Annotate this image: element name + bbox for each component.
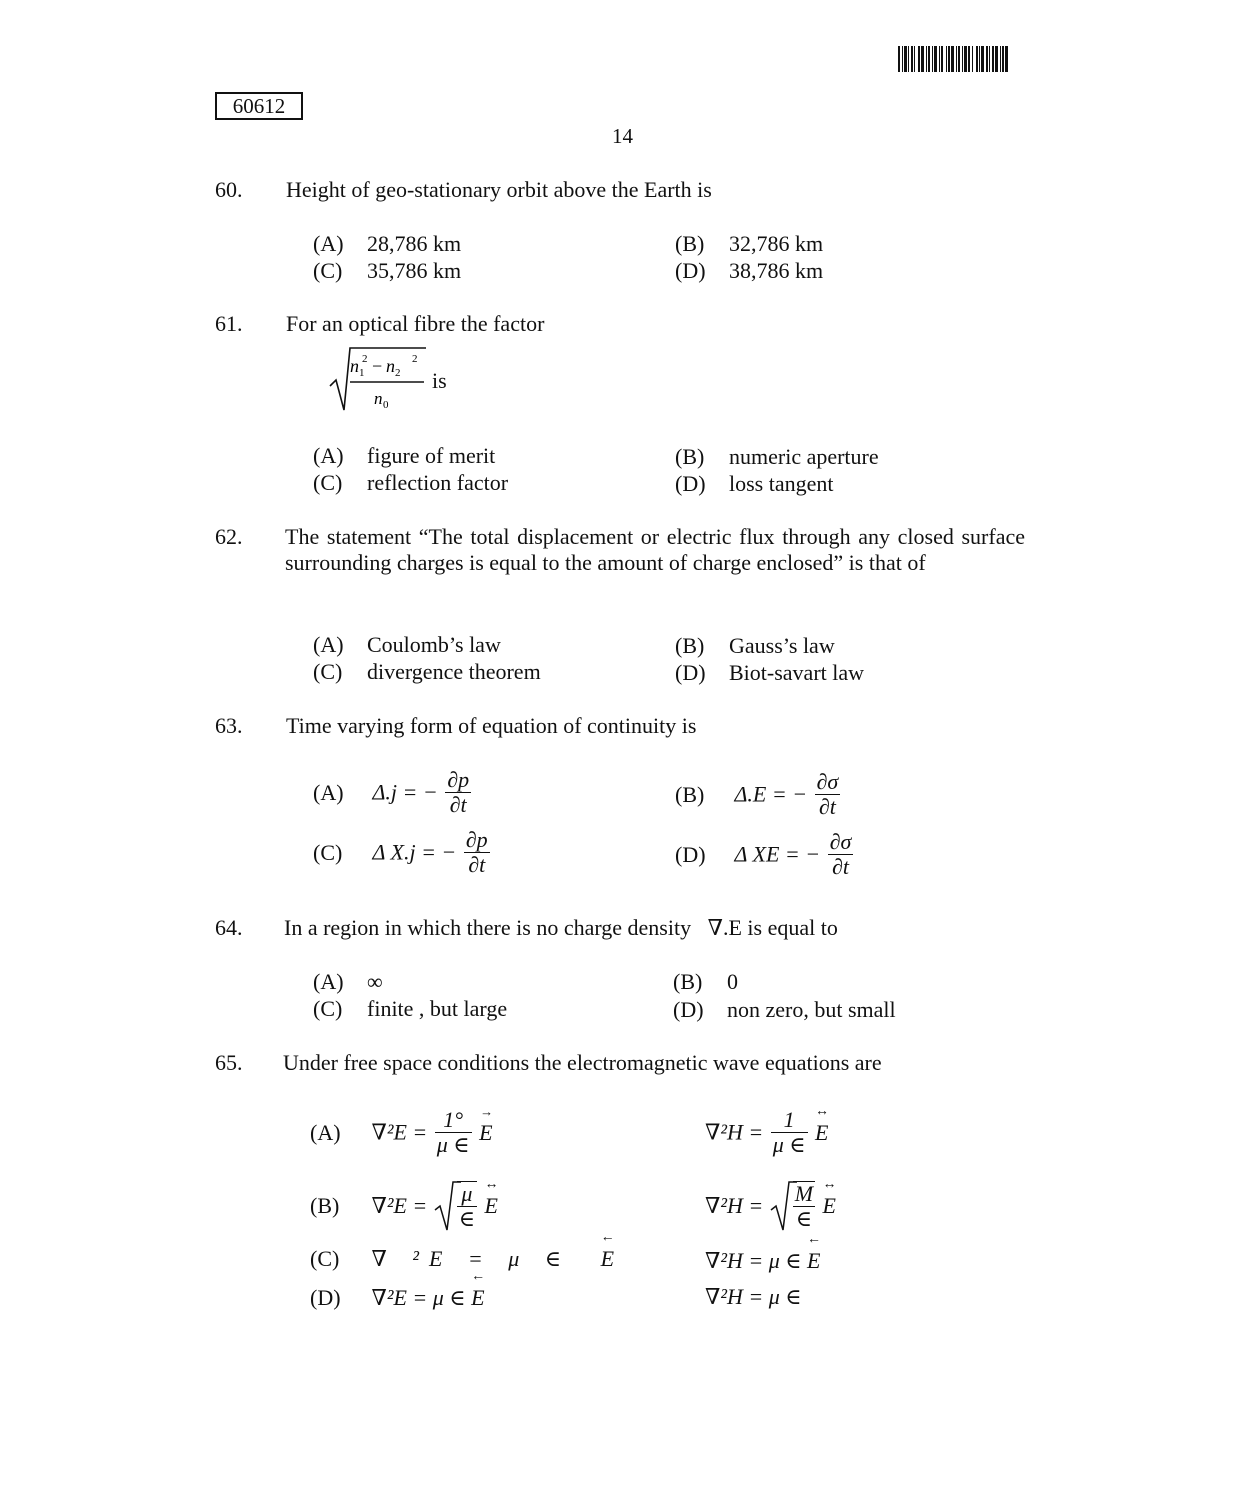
svg-text:2: 2 <box>412 353 418 365</box>
svg-text:2: 2 <box>362 353 368 365</box>
q63-option-b: (B) Δ.E = − $\frac{\partial\sigma}{\partial t}$ <box>675 769 839 819</box>
question-63-text: Time varying form of equation of continuity is <box>286 713 697 738</box>
q64-option-c: (C) finite , but large <box>313 996 508 1021</box>
svg-text:0: 0 <box>383 399 389 411</box>
svg-text:−: − <box>372 356 383 376</box>
q62-option-a: (A) Coulomb’s law <box>313 632 501 657</box>
q60-option-a: (A) 28,786 km <box>313 231 462 256</box>
svg-text:2: 2 <box>395 367 401 379</box>
question-61-text: For an optical fibre the factor <box>286 311 545 336</box>
q65-option-a-h: ∇²H = $\frac{1}{\mu \in}$ ↔ E <box>705 1108 828 1157</box>
q61-option-d: (D) loss tangent <box>675 471 834 496</box>
q64-option-b: (B) 0 <box>673 969 738 994</box>
question-64-number: 64. <box>215 915 243 940</box>
svg-text:n: n <box>386 356 395 376</box>
q61-formula-suffix: is <box>432 368 447 393</box>
q63-option-d: (D) Δ XE = − $\frac{\partial\sigma}{\partial t}$ <box>675 829 852 879</box>
q61-option-c: (C) reflection factor <box>313 470 509 495</box>
q65-option-b-e: (B) ∇²E = $\frac{\mu}{\in}$ ↔ E <box>310 1180 498 1232</box>
svg-text:n: n <box>350 356 359 376</box>
paper-code: 60612 <box>215 92 303 120</box>
q61-option-a: (A) figure of merit <box>313 443 496 468</box>
question-63-number: 63. <box>215 713 243 738</box>
q63-option-c: (C) Δ X.j = − $\frac{\partial p}{\partial t}$ <box>313 827 488 877</box>
q62-option-d: (D) Biot-savart law <box>675 660 865 685</box>
question-60-text: Height of geo-stationary orbit above the Earth is <box>286 177 712 202</box>
q61-formula <box>328 340 428 418</box>
q65-option-d-h: ∇²H = μ ∈ <box>705 1284 802 1309</box>
q64-option-d: (D) non zero, but small <box>673 997 896 1022</box>
q65-option-c-h: ∇²H = μ ∈ ← E <box>705 1248 820 1274</box>
barcode <box>898 46 1050 72</box>
question-65-text: Under free space conditions the electromagnetic wave equations are <box>283 1050 882 1075</box>
q65-option-a-e: (A) ∇²E = $\frac{1^\circ}{\mu \in}$ → E <box>310 1108 493 1157</box>
q61-formula-svg <box>328 340 428 412</box>
question-62-number: 62. <box>215 524 243 549</box>
question-65-number: 65. <box>215 1050 243 1075</box>
svg-text:n: n <box>374 389 383 408</box>
q65-option-c-e: (C) ∇ ²E = μ ∈ ← E <box>310 1246 614 1272</box>
q62-option-b: (B) Gauss’s law <box>675 633 835 658</box>
question-60-number: 60. <box>215 177 243 202</box>
svg-text:1: 1 <box>359 367 365 379</box>
q60-option-c: (C) 35,786 km <box>313 258 462 283</box>
question-64-text: In a region in which there is no charge density ∇.E is equal to <box>284 915 838 940</box>
q60-option-d: (D) 38,786 km <box>675 258 824 283</box>
q64-option-a: (A) ∞ <box>313 969 383 994</box>
q65-option-d-e: (D) ∇²E = μ ∈ ← E <box>310 1285 485 1311</box>
question-62-text: The statement “The total displacement or electric flux through any closed surface surrounding charges is equal to the amount of charge enclosed” is that of <box>285 524 1025 575</box>
page-number: 14 <box>612 124 633 148</box>
q61-option-b: (B) numeric aperture <box>675 444 879 469</box>
q60-option-b: (B) 32,786 km <box>675 231 824 256</box>
q65-option-b-h: ∇²H = $\frac{M}{\in}$ ↔ E <box>705 1180 836 1232</box>
question-61-number: 61. <box>215 311 243 336</box>
q63-option-a: (A) Δ.j = − $\frac{\partial p}{\partial t}$ <box>313 767 470 817</box>
q62-option-c: (C) divergence theorem <box>313 659 541 684</box>
